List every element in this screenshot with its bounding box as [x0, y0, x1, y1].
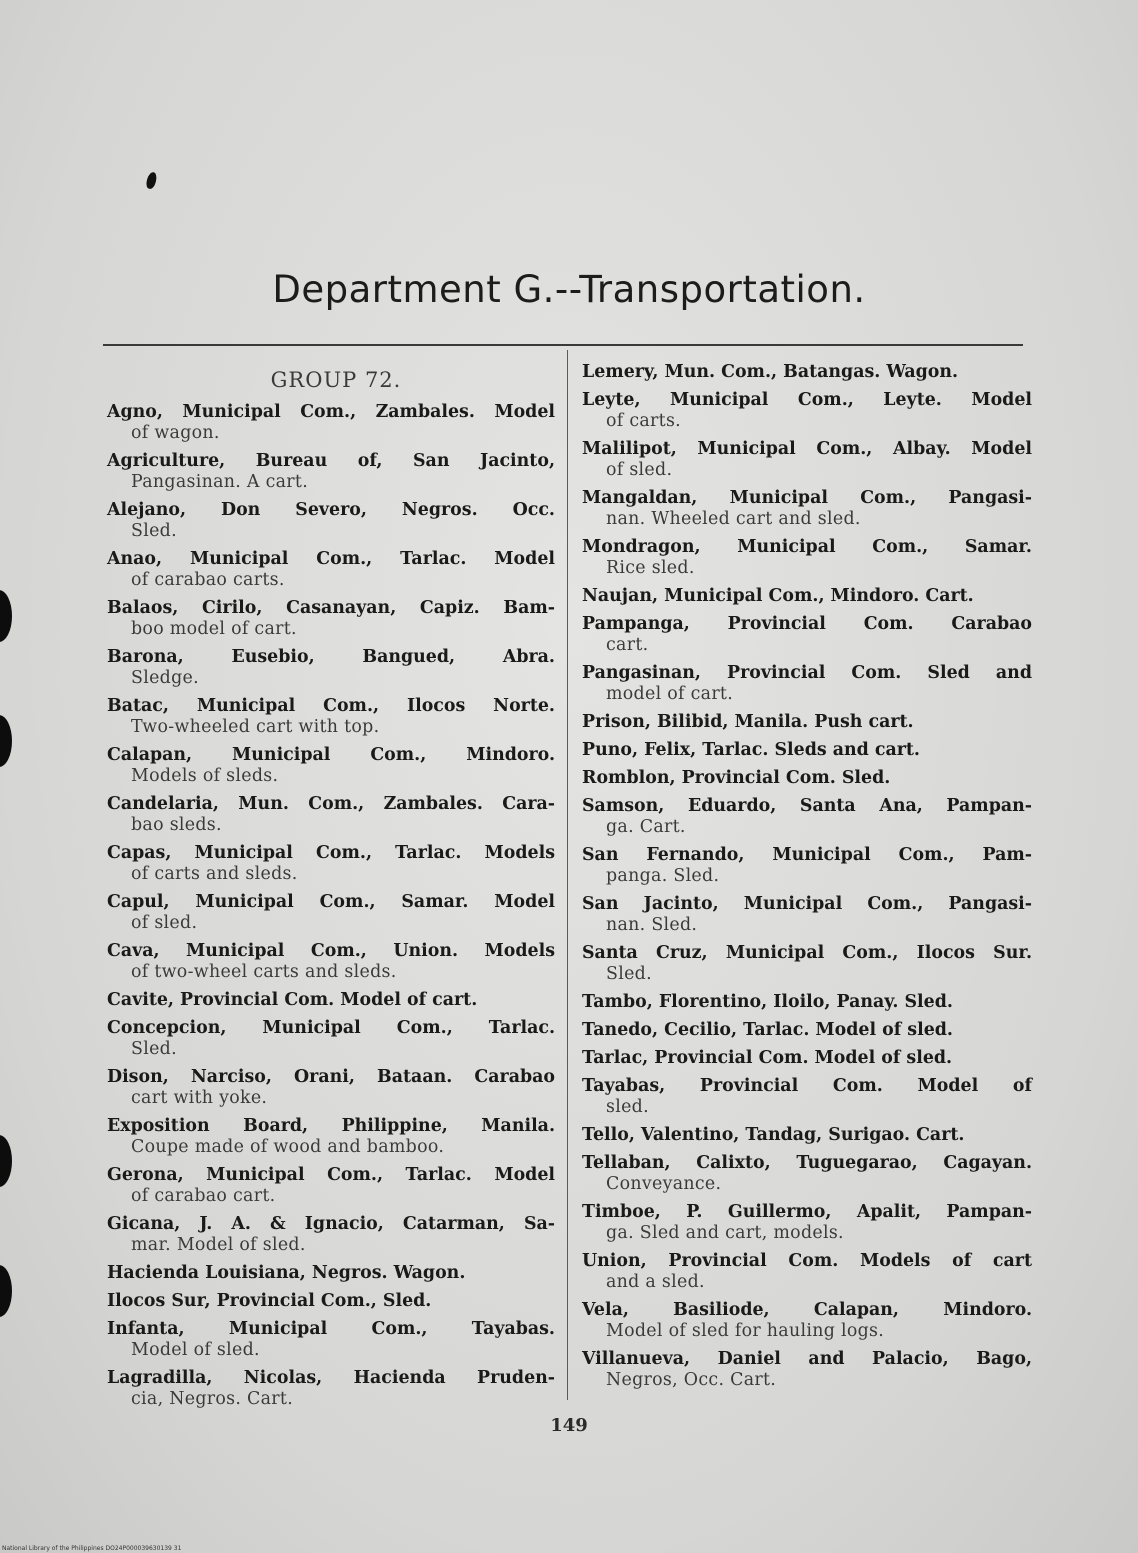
- list-item: [582, 439, 1032, 481]
- entry-description: of carts.: [606, 411, 681, 431]
- entry-name: Ilocos Sur, Provincial Com., Sled.: [107, 1291, 432, 1311]
- list-item: [582, 796, 1032, 838]
- page-title: Department G.--Transportation.: [272, 268, 866, 311]
- group-heading: GROUP 72.: [270, 368, 402, 392]
- entry-description: of carts and sleds.: [131, 864, 298, 884]
- left-column: [107, 368, 555, 1417]
- entry-name: Mangaldan, Municipal Com., Pangasi-: [582, 488, 1032, 508]
- entry-name: San Fernando, Municipal Com., Pam-: [582, 845, 1032, 865]
- entry-description: bao sleds.: [131, 815, 222, 835]
- entry-description: Two-wheeled cart with top.: [131, 717, 380, 737]
- list-item: [582, 1153, 1032, 1195]
- list-item: [107, 1368, 555, 1410]
- entry-description: of wagon.: [131, 423, 220, 443]
- entry-name: Agriculture, Bureau of, San Jacinto,: [107, 451, 555, 471]
- entry-name: Capas, Municipal Com., Tarlac. Models: [107, 843, 555, 863]
- entry-name: Cava, Municipal Com., Union. Models: [107, 941, 555, 961]
- list-item: [582, 768, 1032, 789]
- entry-description: model of cart.: [606, 684, 734, 704]
- list-item: [582, 845, 1032, 887]
- list-item: [582, 992, 1032, 1013]
- binding-hole: [0, 590, 12, 642]
- entry-description: panga. Sled.: [606, 866, 720, 886]
- entry-description: Rice sled.: [606, 558, 695, 578]
- entry-description: Model of sled for hauling logs.: [606, 1321, 885, 1341]
- entry-name: Pampanga, Provincial Com. Carabao: [582, 614, 1032, 634]
- entry-name: Pangasinan, Provincial Com. Sled and: [582, 663, 1032, 683]
- entry-description: Models of sleds.: [131, 766, 279, 786]
- list-item: [582, 1076, 1032, 1118]
- entry-description: and a sled.: [606, 1272, 705, 1292]
- entry-name: Cavite, Provincial Com. Model of cart.: [107, 990, 478, 1010]
- list-item: [582, 537, 1032, 579]
- entry-name: Tambo, Florentino, Iloilo, Panay. Sled.: [582, 992, 953, 1012]
- list-item: [107, 1263, 555, 1284]
- list-item: [107, 1214, 555, 1256]
- entry-name: Prison, Bilibid, Manila. Push cart.: [582, 712, 914, 732]
- entry-name: San Jacinto, Municipal Com., Pangasi-: [582, 894, 1032, 914]
- list-item: [107, 1291, 555, 1312]
- entry-description: ga. Cart.: [606, 817, 686, 837]
- list-item: [107, 598, 555, 640]
- entry-name: Calapan, Municipal Com., Mindoro.: [107, 745, 555, 765]
- entry-name: Mondragon, Municipal Com., Samar.: [582, 537, 1032, 557]
- entry-name: Villanueva, Daniel and Palacio, Bago,: [582, 1349, 1032, 1369]
- list-item: [582, 390, 1032, 432]
- list-item: [582, 712, 1032, 733]
- list-item: [107, 1116, 555, 1158]
- entry-description: cart with yoke.: [131, 1088, 268, 1108]
- entry-description: nan. Sled.: [606, 915, 698, 935]
- entry-description: Sled.: [131, 521, 177, 541]
- binding-hole: [0, 715, 12, 767]
- entry-description: Negros, Occ. Cart.: [606, 1370, 777, 1390]
- page-number: 149: [550, 1415, 588, 1436]
- entry-name: Tanedo, Cecilio, Tarlac. Model of sled.: [582, 1020, 953, 1040]
- entry-name: Tellaban, Calixto, Tuguegarao, Cagayan.: [582, 1153, 1032, 1173]
- list-item: [107, 451, 555, 493]
- list-item: [107, 941, 555, 983]
- entry-name: Gerona, Municipal Com., Tarlac. Model: [107, 1165, 555, 1185]
- list-item: [582, 1349, 1032, 1391]
- entry-name: Samson, Eduardo, Santa Ana, Pampan-: [582, 796, 1032, 816]
- list-item: [582, 1251, 1032, 1293]
- list-item: [582, 586, 1032, 607]
- list-item: [107, 990, 555, 1011]
- list-item: [107, 892, 555, 934]
- entry-name: Vela, Basiliode, Calapan, Mindoro.: [582, 1300, 1032, 1320]
- list-item: [582, 1020, 1032, 1041]
- entry-description: Conveyance.: [606, 1174, 722, 1194]
- entry-name: Agno, Municipal Com., Zambales. Model: [107, 402, 555, 422]
- binding-hole: [0, 1265, 12, 1317]
- entry-name: Exposition Board, Philippine, Manila.: [107, 1116, 555, 1136]
- entry-description: Pangasinan. A cart.: [131, 472, 309, 492]
- right-column: [582, 362, 1032, 1398]
- list-item: [107, 402, 555, 444]
- entry-description: nan. Wheeled cart and sled.: [606, 509, 861, 529]
- entry-description: ga. Sled and cart, models.: [606, 1223, 844, 1243]
- entry-name: Gicana, J. A. & Ignacio, Catarman, Sa-: [107, 1214, 555, 1234]
- entry-name: Lagradilla, Nicolas, Hacienda Pruden-: [107, 1368, 555, 1388]
- entry-name: Leyte, Municipal Com., Leyte. Model: [582, 390, 1032, 410]
- entry-name: Naujan, Municipal Com., Mindoro. Cart.: [582, 586, 974, 606]
- entry-description: of sled.: [131, 913, 198, 933]
- list-item: [107, 1018, 555, 1060]
- title-rule: [103, 344, 1023, 346]
- entry-description: Model of sled.: [131, 1340, 260, 1360]
- list-item: [107, 647, 555, 689]
- list-item: [582, 894, 1032, 936]
- ink-blot: [145, 171, 158, 190]
- entry-description: Coupe made of wood and bamboo.: [131, 1137, 445, 1157]
- entry-name: Malilipot, Municipal Com., Albay. Model: [582, 439, 1032, 459]
- list-item: [582, 1202, 1032, 1244]
- list-item: [582, 362, 1032, 383]
- list-item: [582, 943, 1032, 985]
- entry-name: Tarlac, Provincial Com. Model of sled.: [582, 1048, 953, 1068]
- list-item: [582, 740, 1032, 761]
- entry-name: Alejano, Don Severo, Negros. Occ.: [107, 500, 555, 520]
- list-item: [107, 1319, 555, 1361]
- entry-description: sled.: [606, 1097, 649, 1117]
- entry-description: Sled.: [606, 964, 652, 984]
- entry-name: Batac, Municipal Com., Ilocos Norte.: [107, 696, 555, 716]
- entry-name: Balaos, Cirilo, Casanayan, Capiz. Bam-: [107, 598, 555, 618]
- entry-description: mar. Model of sled.: [131, 1235, 306, 1255]
- entry-name: Santa Cruz, Municipal Com., Ilocos Sur.: [582, 943, 1032, 963]
- list-item: [582, 1300, 1032, 1342]
- footer-credit: National Library of the Philippines DO24P000039630139 31: [2, 1545, 182, 1552]
- list-item: [582, 663, 1032, 705]
- entry-name: Timboe, P. Guillermo, Apalit, Pampan-: [582, 1202, 1032, 1222]
- list-item: [107, 500, 555, 542]
- entry-name: Tayabas, Provincial Com. Model of: [582, 1076, 1032, 1096]
- entry-description: Sled.: [131, 1039, 177, 1059]
- list-item: [107, 549, 555, 591]
- entry-description: Sledge.: [131, 668, 199, 688]
- entry-name: Barona, Eusebio, Bangued, Abra.: [107, 647, 555, 667]
- entry-name: Lemery, Mun. Com., Batangas. Wagon.: [582, 362, 959, 382]
- entry-name: Dison, Narciso, Orani, Bataan. Carabao: [107, 1067, 555, 1087]
- list-item: [107, 696, 555, 738]
- entry-name: Union, Provincial Com. Models of cart: [582, 1251, 1032, 1271]
- list-item: [582, 488, 1032, 530]
- entry-description: cia, Negros. Cart.: [131, 1389, 294, 1409]
- entry-description: of carabao cart.: [131, 1186, 276, 1206]
- list-item: [582, 1125, 1032, 1146]
- list-item: [107, 1067, 555, 1109]
- entry-name: Puno, Felix, Tarlac. Sleds and cart.: [582, 740, 920, 760]
- entry-name: Romblon, Provincial Com. Sled.: [582, 768, 891, 788]
- entry-name: Infanta, Municipal Com., Tayabas.: [107, 1319, 555, 1339]
- list-item: [107, 745, 555, 787]
- list-item: [107, 794, 555, 836]
- entry-description: of sled.: [606, 460, 673, 480]
- list-item: [107, 1165, 555, 1207]
- entry-description: cart.: [606, 635, 649, 655]
- entry-description: boo model of cart.: [131, 619, 297, 639]
- entry-name: Candelaria, Mun. Com., Zambales. Cara-: [107, 794, 555, 814]
- list-item: [582, 1048, 1032, 1069]
- list-item: [582, 614, 1032, 656]
- entry-name: Hacienda Louisiana, Negros. Wagon.: [107, 1263, 466, 1283]
- entry-name: Concepcion, Municipal Com., Tarlac.: [107, 1018, 555, 1038]
- entry-name: Tello, Valentino, Tandag, Surigao. Cart.: [582, 1125, 965, 1145]
- column-divider: [567, 350, 568, 1400]
- binding-hole: [0, 1135, 12, 1187]
- entry-description: of two-wheel carts and sleds.: [131, 962, 397, 982]
- entry-name: Capul, Municipal Com., Samar. Model: [107, 892, 555, 912]
- entry-description: of carabao carts.: [131, 570, 285, 590]
- list-item: [107, 843, 555, 885]
- entry-name: Anao, Municipal Com., Tarlac. Model: [107, 549, 555, 569]
